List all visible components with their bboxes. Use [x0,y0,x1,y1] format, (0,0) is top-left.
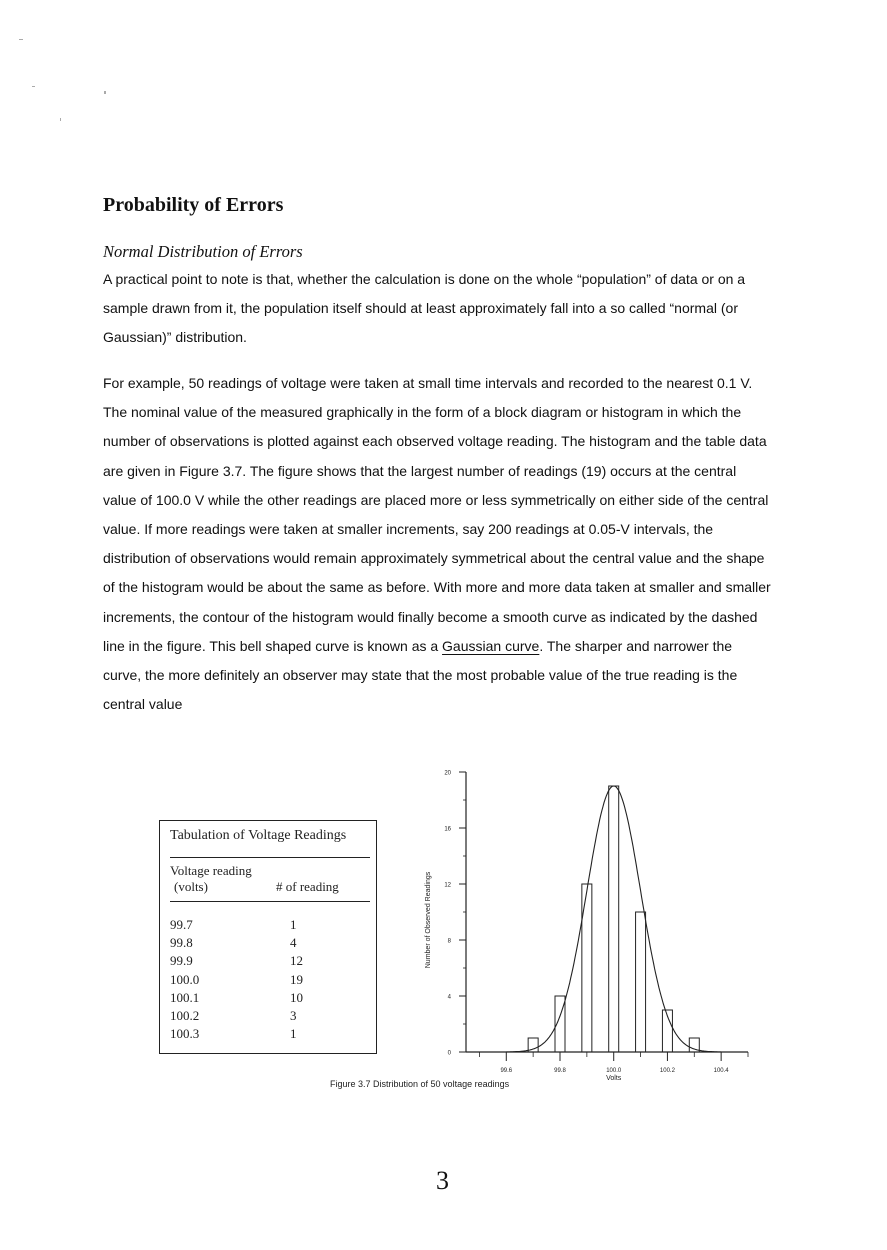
paragraph-example-text: For example, 50 readings of voltage were taken at small time intervals and recorded to the nearest 0.1 V. The nominal value of the measured graphically in the form of a block diagram or histogram in which the number of observations is plotted against each observed voltage reading. The histogram and the table data are given in Figure 3.7. The figure shows that the largest number of readings (19) occurs at the central value of 100.0 V while the other readings are placed more or less symmetrically on either side of the central value. If more readings were taken at smaller increments, say 200 readings at 0.05-V intervals, the distribution of observations would remain approximately symmetrical about the central value and the shape of the histogram would be about the same as before. With more and more data taken at smaller and smaller increments, the contour of the histogram would finally become a smooth curve as indicated by the dashed line in the figure. This bell shaped curve is known as a [103,375,771,654]
table-col-voltage-header: Voltage reading [170,863,252,878]
histogram-bar [636,912,646,1052]
table-col-count-header: # of reading [276,879,339,894]
y-tick-label: 8 [447,938,451,945]
paragraph-intro: A practical point to note is that, whether the calculation is done on the whole “population” of data or on a sample drawn from it, the population itself should at least approximately fall into a so called “normal (or Gaussian)” distribution. [103,271,746,346]
table-rule-top [170,857,370,858]
y-tick-label: 20 [444,770,451,777]
gaussian-curve-term: Gaussian curve [442,637,540,654]
y-tick-label: 4 [447,994,451,1001]
table-cell-voltage: 99.8 [170,935,193,951]
table-cell-count: 1 [290,1026,297,1042]
table-col-voltage-unit: (volts) [174,879,208,894]
table-body [170,917,370,1044]
x-tick-label: 100.0 [606,1068,622,1074]
histogram-bar [555,996,565,1052]
histogram-bar [689,1038,699,1052]
histogram-bar [609,786,619,1052]
table-title: Tabulation of Voltage Readings [170,828,347,843]
table-row [170,972,370,990]
table-cell-voltage: 100.2 [170,1007,200,1023]
histogram-bar [528,1038,538,1052]
scan-speck [104,91,106,94]
table-cell-count: 12 [290,953,303,969]
table-cell-voltage: 100.1 [170,989,200,1005]
paragraph-example [103,369,773,719]
table-rule-header [170,901,370,902]
table-cell-voltage: 99.9 [170,953,193,969]
table-cell-count: 3 [290,1007,297,1023]
table-row [170,1008,370,1026]
scan-speck [32,86,35,87]
table-cell-count: 4 [290,935,297,951]
scan-speck [60,118,61,121]
gaussian-curve [506,786,721,1052]
table-cell-count: 19 [290,971,303,987]
table-cell-count: 10 [290,989,303,1005]
page-number: 3 [436,1166,449,1195]
section-subtitle: Normal Distribution of Errors [103,242,303,261]
y-tick-label: 0 [447,1050,451,1057]
x-tick-label: 100.2 [659,1068,675,1074]
y-tick-label: 12 [444,882,451,889]
paragraph-example-text-end: . The sharper and narrower the curve, the more definitely an observer may state that the most probable value of the true reading is the central value [103,637,738,713]
x-tick-label: 99.8 [554,1068,566,1074]
x-tick-label: 99.6 [500,1068,513,1074]
table-cell-count: 1 [290,917,297,932]
table-row [170,1026,370,1044]
table-row [170,935,370,953]
table-cell-voltage: 100.3 [170,1026,200,1042]
histogram-bar [662,1010,672,1052]
table-row [170,990,370,1008]
table-cell-voltage: 99.7 [170,917,193,932]
y-axis-label: Number of Observed Readings [425,871,432,969]
x-axis-label: Volts [606,1075,622,1082]
section-title: Probability of Errors [103,194,284,216]
histogram-bar [582,884,592,1052]
figure-caption: Figure 3.7 Distribution of 50 voltage readings [330,1079,510,1089]
table-row [170,917,370,935]
x-tick-label: 100.4 [713,1068,729,1074]
table-row [170,953,370,971]
table-cell-voltage: 100.0 [170,971,200,987]
voltage-table [159,820,377,1054]
y-tick-label: 16 [444,826,451,833]
scan-speck [19,39,23,40]
